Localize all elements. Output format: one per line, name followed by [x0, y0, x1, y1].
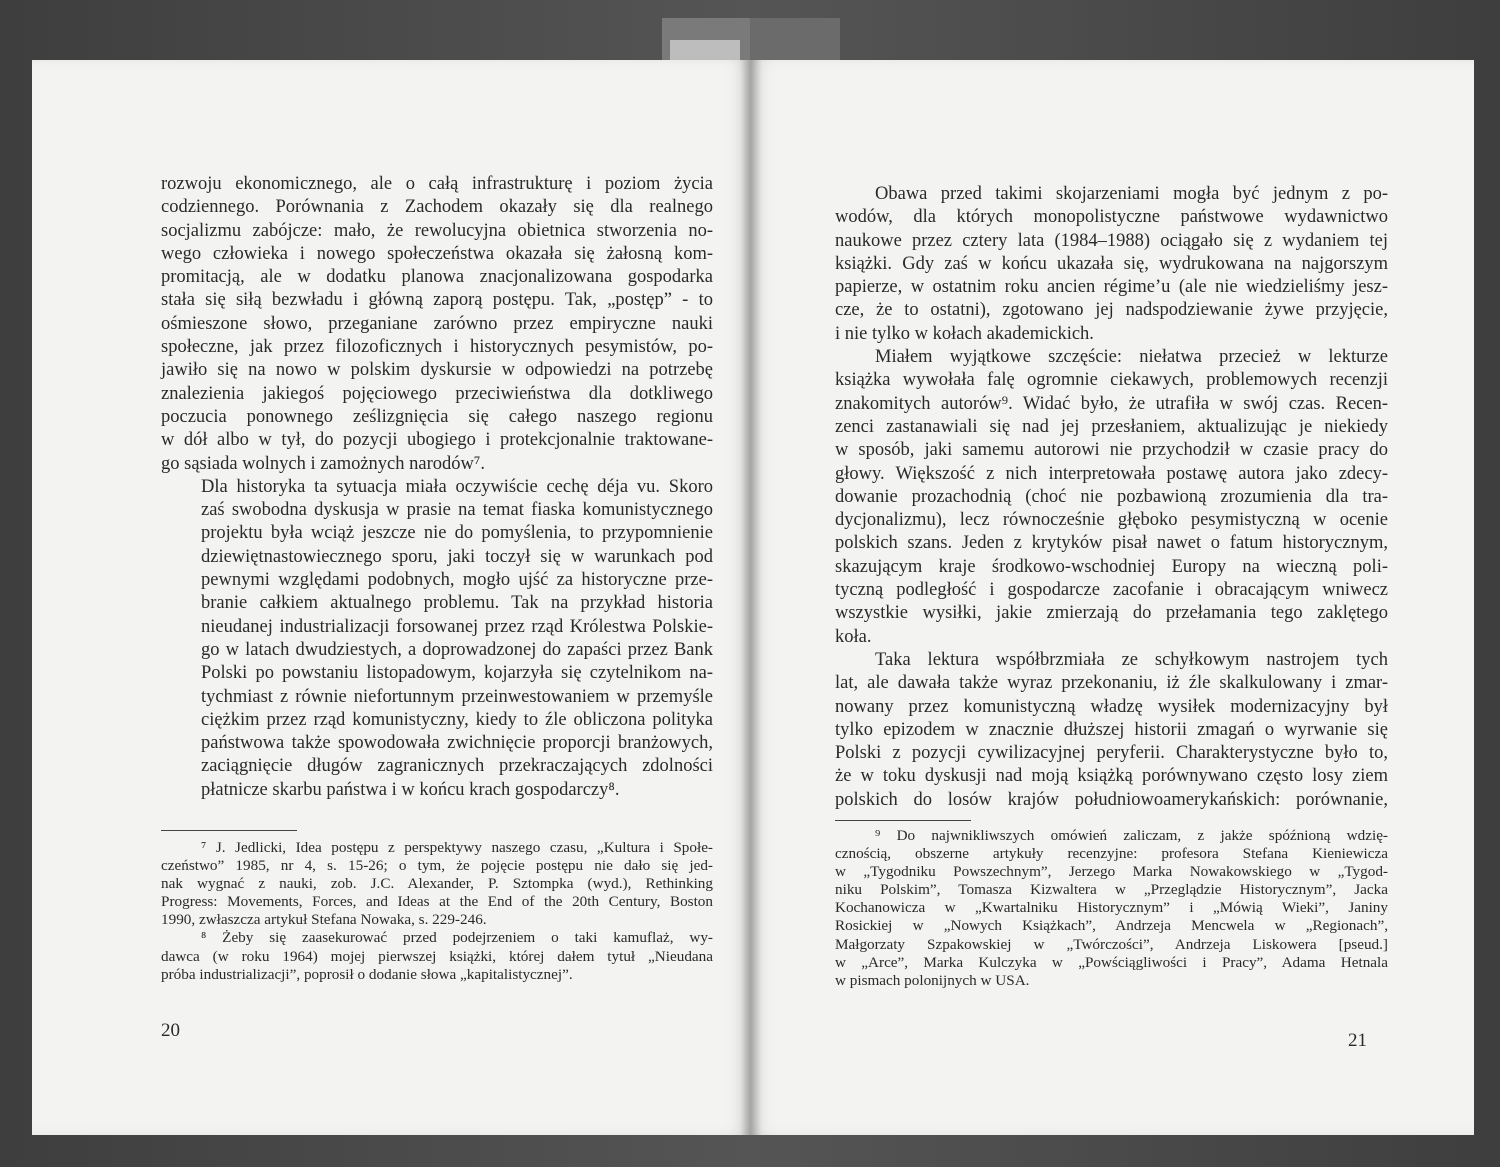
text-line: dycjonalizmu), lecz równocześnie głęboko pesymistyczną w ocenie	[835, 510, 1388, 531]
paragraph	[161, 173, 713, 476]
text-line: w pismach polonijnych w USA.	[835, 971, 1030, 989]
text-line: Taka lektura współbrzmiała ze schyłkowym nastrojem tych	[875, 649, 1388, 670]
text-line: w dół albo w tył, do pozycji ubogiego i protekcjonalnie traktowane-	[161, 430, 713, 451]
text-line: głowy. Większość z nich interpretowała postawę autora jako zdecy-	[835, 463, 1388, 484]
page-number: 21	[1348, 1030, 1367, 1051]
text-line: skazującym kraje środkowo-wschodniej Europy na wieczną poli-	[835, 556, 1388, 577]
text-line: znakomitych autorów⁹. Widać było, że utrafiła w swój czas. Recen-	[835, 393, 1388, 414]
text-line: cze, że to ostatni), zgotowano jej nadspodziewanie żywe przyjęcie,	[835, 300, 1388, 321]
right-body-text	[835, 183, 1388, 812]
paragraph	[835, 346, 1388, 649]
text-line: zaś swobodna dyskusja w prasie na temat fiaska komunistycznego	[201, 500, 713, 521]
text-line: w „Tygodniku Powszechnym”, Jerzego Marka Nowakowskiego w „Tygod-	[835, 863, 1388, 881]
left-page	[32, 60, 750, 1135]
paragraph	[835, 649, 1388, 812]
text-line: wego człowieka i nowego społeczeństwa okazała się żałosną kom-	[161, 243, 713, 264]
text-line: zaciągnięcie długów zagranicznych przekraczających zdolności	[201, 756, 713, 777]
text-line: Miałem wyjątkowe szczęście: niełatwa przecież w lekturze	[875, 347, 1388, 368]
text-line: tyczną podległość i gospodarcze zacofanie i obracającym wniwecz	[835, 580, 1388, 601]
text-line: że w toku dyskusji nad moją książką porównywano często losy ziem	[835, 766, 1388, 787]
text-line: zenci zastanawiali się nad jej przesłaniem, aktualizując je niekiedy	[835, 416, 1388, 437]
text-line: Polski po powstaniu listopadowym, kojarzyła się czytelnikom na-	[201, 663, 713, 684]
text-line: poczucia ponownego ześlizgnięcia się całego naszego regionu	[161, 406, 713, 427]
book-gutter	[740, 60, 762, 1135]
text-line: próba industrializacji”, poprosił o dodanie słowa „kapitalistycznej”.	[161, 965, 573, 983]
text-line: książka wywołała falę ogromnie ciekawych, problemowych recenzji	[835, 370, 1388, 391]
footnote-7	[161, 839, 713, 929]
text-line: książki. Gdy zaś w końcu ukazała się, wydrukowana na najgorszym	[835, 253, 1388, 274]
text-line: dziewiętnastowiecznego sporu, jaki toczył się w warunkach pod	[201, 546, 713, 567]
text-line: 1990, zwłaszcza artykuł Stefana Nowaka, s. 229-246.	[161, 911, 487, 929]
scanner-clip-right	[750, 18, 840, 66]
text-line: dawca (w roku 1964) mojej pierwszej książki, której dałem tytuł „Nieudana	[161, 947, 713, 965]
text-line: polskich do losów krajów południowoamerykańskich: porównanie,	[835, 789, 1388, 810]
text-line: Rosickiej w „Nowych Książkach”, Andrzeja Mencwela w „Regionach”,	[835, 917, 1388, 935]
text-line: wszystkie wysiłki, jakie zmierzają do przełamania tego zaklętego	[835, 603, 1388, 624]
right-footnotes	[835, 827, 1388, 990]
text-line: w „Arce”, Marka Kulczyka w „Powściągliwości i Pracy”, Adama Hetnala	[835, 953, 1388, 971]
text-line: wodów, dla których monopolistyczne państwowe wydawnictwo	[835, 207, 1388, 228]
text-line: papierze, w ostatnim roku ancien régime’u (ale nie wiedzieliśmy jesz-	[835, 277, 1388, 298]
text-line: ⁷ J. Jedlicki, Idea postępu z perspektywy naszego czasu, „Kultura i Społe-	[201, 839, 713, 856]
text-line: ośmieszone słowo, przeganiane zarówno przez empiryczne nauki	[161, 313, 713, 334]
text-line: rozwoju ekonomicznego, ale o całą infrastrukturę i poziom życia	[161, 174, 713, 194]
footnote-rule	[835, 820, 971, 821]
text-line: tychmiast z równie niefortunnym przeinwestowaniem w przemyśle	[201, 686, 713, 707]
text-line: nieudanej industrializacji forsowanej przez rząd Królestwa Polskie-	[201, 616, 713, 637]
left-footnotes	[161, 839, 713, 984]
text-line: dowanie prozachodnią (choć nie pozbawioną zrozumienia dla tra-	[835, 486, 1388, 507]
footnote-8	[161, 929, 713, 983]
text-line: go sąsiada wolnych i zamożnych narodów⁷.	[161, 453, 485, 474]
paragraph	[835, 183, 1388, 346]
text-line: go w latach dwudziestych, a doprowadzonej do zapaści przez Bank	[201, 639, 713, 660]
footnote-rule	[161, 830, 297, 831]
text-line: branie całkiem aktualnego problemu. Tak na przykład historia	[201, 593, 713, 614]
text-line: społeczne, jak przez filozoficznych i historycznych pesymistów, po-	[161, 337, 713, 358]
text-line: niku Polskim”, Tomasza Kizwaltera w „Przeglądzie Historycznym”, Jacka	[835, 881, 1388, 899]
text-line: płatnicze skarbu państwa i w końcu krach gospodarczy⁸.	[201, 779, 620, 800]
text-line: i nie tylko w kołach akademickich.	[835, 323, 1094, 344]
paragraph	[161, 476, 713, 802]
text-line: czeństwo” 1985, nr 4, s. 15-26; o tym, że pojęcie postępu nie dało się jed-	[161, 857, 713, 875]
text-line: projektu była wciąż jeszcze nie do pomyślenia, to przypomnienie	[201, 523, 713, 544]
text-line: jawiło się na nowo w polskim dyskursie w odpowiedzi na potrzebę	[161, 360, 713, 381]
text-line: nowany przez komunistyczną władzę wysiłek modernizacyjny był	[835, 696, 1388, 717]
text-line: nak wygnać z nauki, zob. J.C. Alexander, P. Sztompka (wyd.), Rethinking	[161, 875, 713, 893]
text-line: tylko epizodem w znacznie dłuższej historii zmagań o wyrwanie się	[835, 719, 1388, 740]
text-line: Polski z pozycji cywilizacyjnej peryferii. Charakterystyczne było to,	[835, 743, 1388, 764]
book-spread	[32, 60, 1474, 1135]
text-line: Obawa przed takimi skojarzeniami mogła być jednym z po-	[875, 184, 1388, 204]
text-line: ⁸ Żeby się zaasekurować przed podejrzeniem o taki kamuflaż, wy-	[201, 929, 713, 947]
text-line: cznością, obszerne artykuły recenzyjne: profesora Stefana Kieniewicza	[835, 845, 1388, 863]
text-line: promitacją, ale w dodatku planowa znacjonalizowana gospodarka	[161, 267, 713, 288]
text-line: w sposób, jaki samemu autorowi nie przychodził w czasie pracy do	[835, 440, 1388, 461]
text-line: socjalizmu zabójcze: mało, że rewolucyjna obietnica stworzenia no-	[161, 220, 713, 241]
footnote-9	[835, 827, 1388, 990]
text-line: Kochanowicza w „Kwartalniku Historycznym” i „Mówią Wieki”, Janiny	[835, 899, 1388, 917]
text-line: ⁹ Do najwnikliwszych omówień zaliczam, z jakże spóźnioną wdzię-	[875, 827, 1388, 844]
text-line: codziennego. Porównania z Zachodem okazały się dla realnego	[161, 197, 713, 218]
text-line: naukowe przez cztery lata (1984–1988) ociągało się z wydaniem tej	[835, 230, 1388, 251]
left-body-text	[161, 173, 713, 802]
text-line: pewnymi względami podobnych, mogło ujść za historyczne prze-	[201, 570, 713, 591]
page-number: 20	[161, 1020, 180, 1041]
text-line: znalezienia jakiegoś pojęciowego przeciwieństwa dla dotkliwego	[161, 383, 713, 404]
text-line: koła.	[835, 626, 872, 647]
text-line: lat, ale dawała także wyraz przekonaniu, iż źle skalkulowany i zmar-	[835, 673, 1388, 694]
right-page	[750, 60, 1474, 1135]
text-line: ciężkim przez rząd komunistyczny, kiedy to źle obliczona polityka	[201, 709, 713, 730]
text-line: polskich szans. Jeden z krytyków pisał nawet o fatum historycznym,	[835, 533, 1388, 554]
text-line: państwowa także spowodowała zwichnięcie proporcji branżowych,	[201, 733, 713, 754]
text-line: stała się siłą bezwładu i główną zaporą postępu. Tak, „postęp” - to	[161, 290, 713, 311]
text-line: Progress: Movements, Forces, and Ideas at the End of the 20th Century, Boston	[161, 893, 713, 911]
text-line: Dla historyka ta sytuacja miała oczywiście cechę déja vu. Skoro	[201, 476, 713, 497]
scanner-clip-left	[662, 18, 752, 66]
text-line: Małgorzaty Szpakowskiej w „Twórczości”, Andrzeja Liskowera [pseud.]	[835, 935, 1388, 953]
